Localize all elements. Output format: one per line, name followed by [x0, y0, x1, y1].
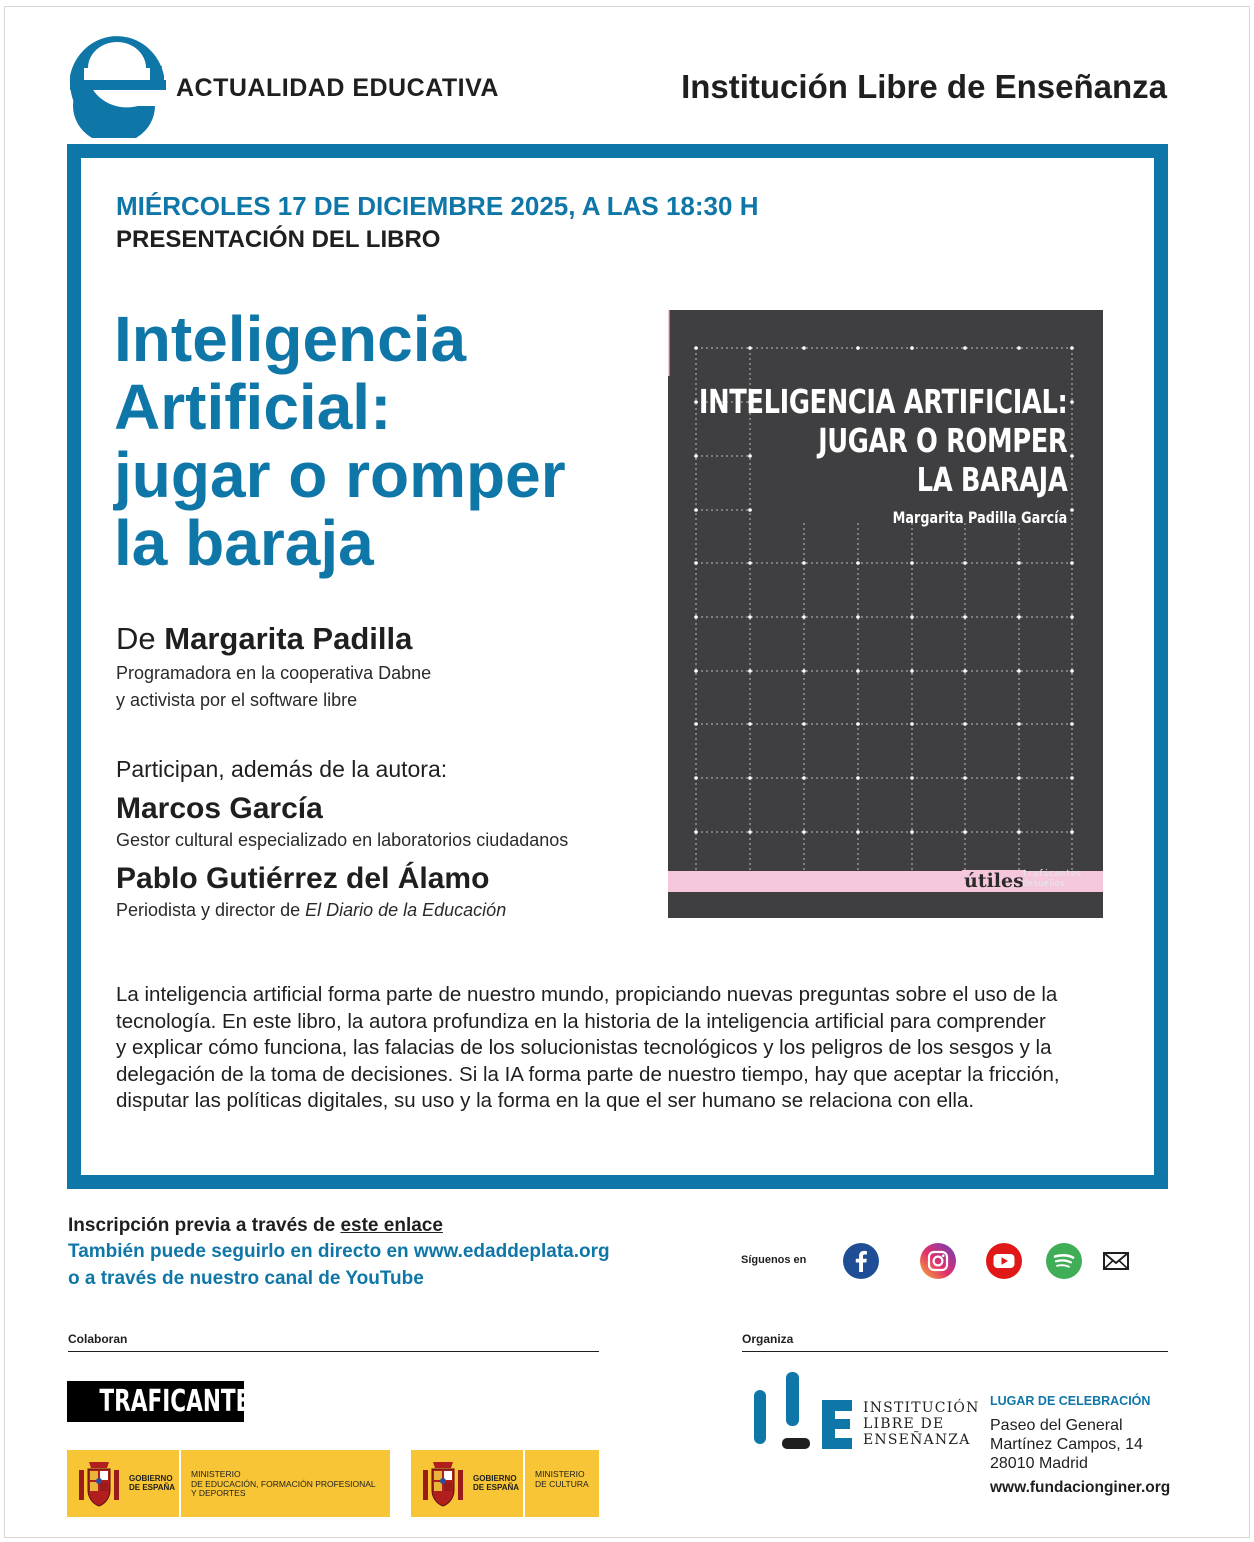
gov-label-line: GOBIERNO	[473, 1474, 517, 1483]
cover-grid-dot	[1070, 454, 1074, 458]
cover-grid-dot	[748, 669, 752, 673]
event-date: MIÉRCOLES 17 DE DICIEMBRE 2025, A LAS 18:30 H	[116, 191, 759, 221]
collaborators-label: Colaboran	[68, 1332, 128, 1346]
book-title-line: la baraja	[114, 507, 374, 579]
cover-grid-dot	[963, 615, 967, 619]
cover-grid-dot	[963, 830, 967, 834]
cover-title	[699, 382, 1067, 499]
gov-label-line: GOBIERNO	[129, 1474, 173, 1483]
participants-intro: Participan, además de la autora:	[116, 756, 448, 782]
cover-grid-dot	[1070, 400, 1074, 404]
cover-grid-dot	[748, 615, 752, 619]
ile-logo-icon	[752, 1370, 852, 1452]
participant-name: Pablo Gutiérrez del Álamo	[116, 862, 490, 895]
registration-text: Inscripción previa a través de	[68, 1215, 341, 1236]
cover-grid-dot	[1070, 615, 1074, 619]
venue-address	[990, 1416, 1143, 1473]
cover-grid-dot	[910, 830, 914, 834]
cover-grid-dot	[694, 346, 698, 350]
cover-grid-dot	[963, 776, 967, 780]
cover-grid-dot	[1017, 346, 1021, 350]
author-prefix: De	[116, 621, 156, 656]
youtube-channel-line[interactable]: o a través de nuestro canal de YouTube	[68, 1268, 424, 1289]
participant-name: Marcos García	[116, 792, 323, 825]
cover-grid-dot	[802, 561, 806, 565]
cover-grid-dot	[1070, 561, 1074, 565]
book-cover	[668, 310, 1103, 918]
cover-grid-dot	[856, 830, 860, 834]
cover-grid-dot	[1070, 669, 1074, 673]
cover-grid-dot	[694, 561, 698, 565]
cover-grid-dot	[748, 830, 752, 834]
cover-grid-dot	[748, 722, 752, 726]
cover-grid-dot	[910, 669, 914, 673]
cover-grid-dot	[1017, 830, 1021, 834]
cover-grid-dot	[1017, 615, 1021, 619]
gov-culture-logo	[411, 1450, 599, 1517]
actualidad-educativa-logo	[66, 18, 170, 138]
facebook-icon[interactable]	[843, 1243, 879, 1279]
book-description: La inteligencia artificial forma parte de nuestro mundo, propiciando nuevas preguntas sobre el uso de la tecnología. En este libro, la autora profundiza en la historia de la inteligencia artificial para comprender y explicar cómo funciona, las falacias de los solucionistas tecnológicos y los peligros de los sesgos y la delegación de la toma de decisiones. Si la IA forma parte de nuestro tiempo, hay que aceptar la fricción, disputar las políticas digitales, su uso y la forma en la que el ser humano se relaciona con ella.	[116, 983, 1060, 1112]
ministry-label-line: MINISTERIO	[535, 1469, 585, 1479]
book-title-line: Artificial:	[114, 371, 392, 443]
cover-grid-dot	[694, 722, 698, 726]
organizer-divider	[742, 1351, 1168, 1352]
cover-grid-dot	[694, 830, 698, 834]
cover-author: Margarita Padilla García	[892, 508, 1067, 527]
ministry-label-line: MINISTERIO	[191, 1469, 241, 1479]
cover-grid-dot	[910, 776, 914, 780]
cover-grid-dot	[856, 561, 860, 565]
event-type: PRESENTACIÓN DEL LIBRO	[116, 226, 441, 253]
cover-grid-dot	[1017, 722, 1021, 726]
cover-grid-dot	[910, 722, 914, 726]
mail-icon[interactable]	[1100, 1243, 1136, 1279]
cover-title-line: LA BARAJA	[916, 460, 1067, 499]
participant-role: Gestor cultural especializado en laboratorios ciudadanos	[116, 830, 569, 850]
cover-grid-dot	[963, 561, 967, 565]
follow-label: Síguenos en	[741, 1254, 807, 1266]
cover-publisher-line: desueños	[1022, 879, 1066, 889]
gov-label	[473, 1474, 519, 1492]
cover-grid-dot	[1017, 561, 1021, 565]
cover-grid-dot	[802, 830, 806, 834]
cover-grid-dot	[856, 722, 860, 726]
ministry-label-line: Y DEPORTES	[191, 1488, 246, 1498]
ministry-label	[191, 1470, 376, 1499]
cover-publisher-line: traficantes	[1022, 869, 1082, 879]
gov-label-line: DE ESPAÑA	[473, 1483, 520, 1492]
cover-grid-dot	[963, 669, 967, 673]
ministry-label-line: DE CULTURA	[535, 1478, 589, 1489]
cover-grid-dot	[910, 615, 914, 619]
cover-grid-dot	[1070, 346, 1074, 350]
ile-wordmark-line: ENSEÑANZA	[863, 1432, 971, 1448]
traficantes-logo	[67, 1381, 266, 1422]
gov-education-logo	[67, 1450, 390, 1517]
cover-publisher	[1022, 869, 1082, 889]
cover-grid-dot	[1017, 776, 1021, 780]
venue-address-line: 28010 Madrid	[990, 1455, 1088, 1472]
cover-grid-dot	[856, 346, 860, 350]
cover-grid-dot	[802, 669, 806, 673]
venue-address-line: Martínez Campos, 14	[990, 1436, 1143, 1453]
cover-grid-dot	[694, 776, 698, 780]
cover-grid-dot	[856, 776, 860, 780]
youtube-icon[interactable]	[986, 1243, 1022, 1279]
cover-grid-dot	[963, 722, 967, 726]
cover-grid-dot	[910, 346, 914, 350]
participant-role-publication: El Diario de la Educación	[305, 900, 507, 920]
header-institution: Institución Libre de Enseñanza	[681, 68, 1167, 105]
cover-grid-dot	[694, 669, 698, 673]
cover-grid-dot	[748, 346, 752, 350]
cover-grid-dot	[694, 400, 698, 404]
cover-grid-dot	[856, 669, 860, 673]
spotify-icon[interactable]	[1046, 1243, 1082, 1279]
cover-grid-dot	[1070, 722, 1074, 726]
gov-label	[129, 1474, 175, 1492]
ministry-label	[535, 1470, 589, 1489]
cover-grid-dot	[748, 776, 752, 780]
ile-wordmark	[863, 1400, 980, 1448]
cover-grid-dot	[748, 508, 752, 512]
ile-wordmark-line: LIBRE DE	[863, 1416, 945, 1432]
participant-role-text: Periodista y director de	[116, 900, 306, 920]
cover-grid-dot	[694, 508, 698, 512]
collaborators-divider	[68, 1351, 599, 1352]
cover-grid-dot	[1070, 776, 1074, 780]
gov-label-line: DE ESPAÑA	[129, 1483, 176, 1492]
book-title-line: Inteligencia	[114, 303, 467, 375]
gov-separator	[179, 1450, 181, 1517]
author-bio-line: y activista por el software libre	[116, 690, 358, 710]
gov-separator	[523, 1450, 525, 1517]
participant-role	[116, 900, 506, 921]
cover-series: útiles	[964, 870, 1024, 892]
venue-address-line: Paseo del General	[990, 1417, 1123, 1434]
author-name: Margarita Padilla	[164, 621, 413, 656]
spain-coat-of-arms-icon	[419, 1456, 467, 1510]
cover-grid-dot	[963, 346, 967, 350]
cover-grid-dot	[1070, 508, 1074, 512]
cover-grid-dot	[802, 776, 806, 780]
traficantes-logo-text: TRAFICANTES	[99, 1384, 266, 1419]
ile-wordmark-line: INSTITUCIÓN	[863, 1400, 980, 1416]
ministry-label-line: DE EDUCACIÓN, FORMACIÓN PROFESIONAL	[191, 1478, 376, 1489]
venue-website-link[interactable]: www.fundacionginer.org	[990, 1479, 1171, 1496]
spain-coat-of-arms-icon	[75, 1456, 123, 1510]
cover-title-line: JUGAR O ROMPER	[817, 421, 1067, 460]
cover-grid-dot	[694, 454, 698, 458]
cover-grid-dot	[748, 561, 752, 565]
cover-grid-dot	[1070, 830, 1074, 834]
cover-grid-dot	[802, 346, 806, 350]
header-brand: ACTUALIDAD EDUCATIVA	[176, 74, 499, 102]
cover-grid-dot	[1017, 669, 1021, 673]
organizer-label: Organiza	[742, 1332, 794, 1346]
instagram-icon[interactable]	[920, 1243, 956, 1279]
cover-grid-dot	[910, 561, 914, 565]
author-bio-line: Programadora en la cooperativa Dabne	[116, 663, 432, 683]
cover-grid-dot	[694, 615, 698, 619]
registration-line	[68, 1215, 443, 1237]
cover-title-line: INTELIGENCIA ARTIFICIAL:	[698, 382, 1067, 421]
book-title	[114, 305, 634, 577]
cover-grid-dot	[802, 615, 806, 619]
venue-label: LUGAR DE CELEBRACIÓN	[990, 1394, 1151, 1408]
book-title-line: jugar o romper	[114, 439, 566, 511]
live-stream-line[interactable]: También puede seguirlo en directo en www.edaddeplata.org	[68, 1241, 610, 1262]
registration-link[interactable]: este enlace	[340, 1215, 443, 1236]
cover-grid-dot	[802, 722, 806, 726]
cover-grid-dot	[856, 615, 860, 619]
author-line	[116, 621, 412, 657]
author-bio	[116, 660, 431, 714]
